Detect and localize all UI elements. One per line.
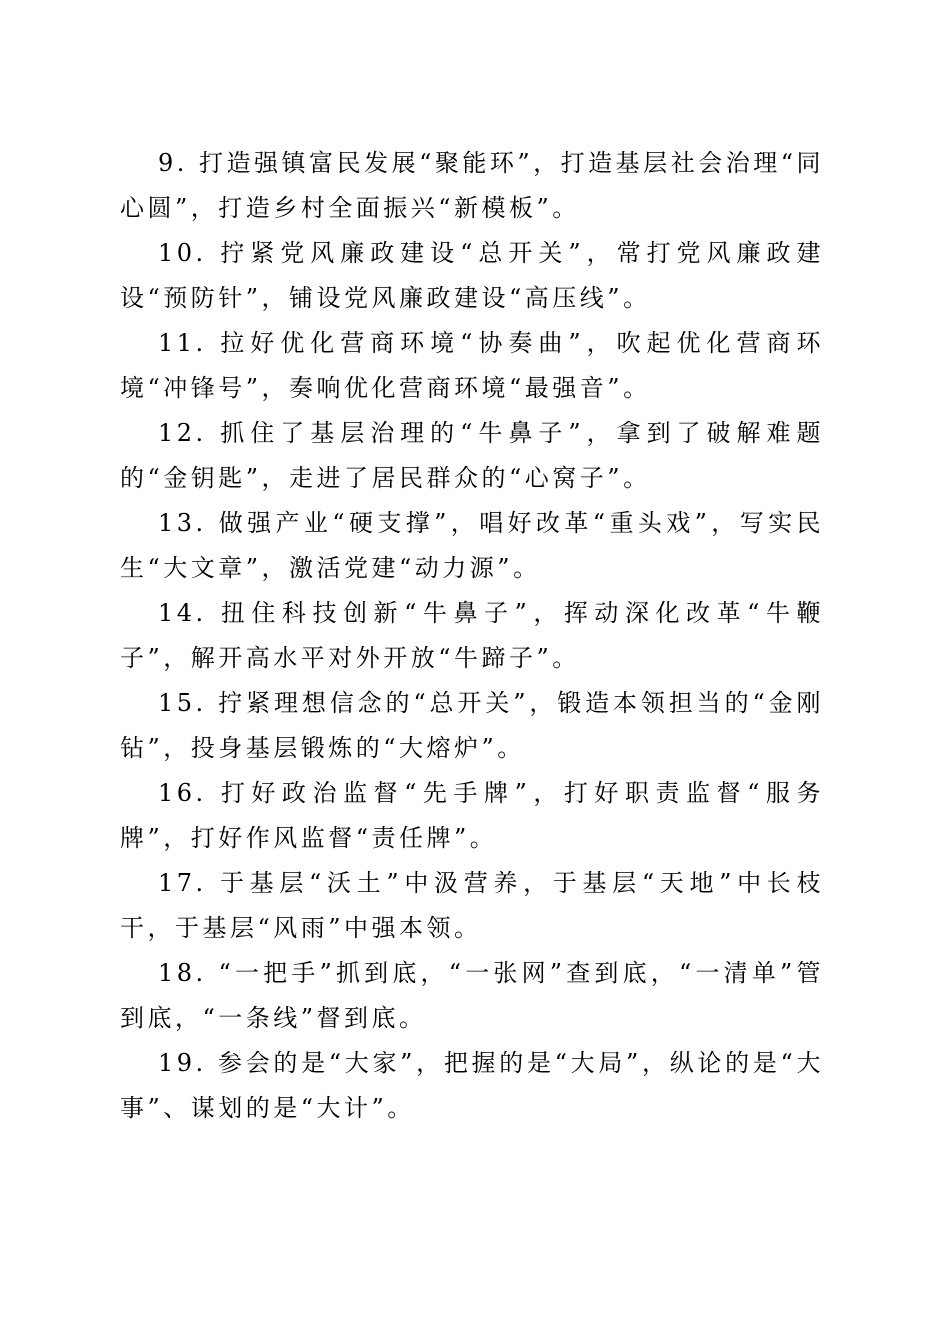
paragraph-item-11: 11. 拉好优化营商环境“协奏曲”，吹起优化营商环境“冲锋号”，奏响优化营商环境“最强音”。 [120, 329, 824, 402]
paragraph-item-18: 18. “一把手”抓到底，“一张网”查到底，“一清单”管到底，“一条线”督到底。 [120, 959, 824, 1032]
paragraph-item-10: 10. 拧紧党风廉政建设“总开关”，常打党风廉政建设“预防针”，铺设党风廉政建设“高压线”。 [120, 239, 824, 312]
paragraph-item-17: 17. 于基层“沃土”中汲营养，于基层“天地”中长枝干，于基层“风雨”中强本领。 [120, 869, 824, 942]
paragraph-item-15: 15. 拧紧理想信念的“总开关”，锻造本领担当的“金刚钻”，投身基层锻炼的“大熔炉”。 [120, 689, 824, 762]
paragraph-item-13: 13. 做强产业“硬支撑”，唱好改革“重头戏”，写实民生“大文章”，激活党建“动力源”。 [120, 509, 824, 582]
paragraph-item-16: 16. 打好政治监督“先手牌”，打好职责监督“服务牌”，打好作风监督“责任牌”。 [120, 779, 824, 852]
paragraph-item-9: 9. 打造强镇富民发展“聚能环”，打造基层社会治理“同心圆”，打造乡村全面振兴“新模板”。 [120, 149, 824, 222]
document-body [120, 141, 824, 1131]
paragraph-item-12: 12. 抓住了基层治理的“牛鼻子”，拿到了破解难题的“金钥匙”，走进了居民群众的“心窝子”。 [120, 419, 824, 492]
paragraph-item-14: 14. 扭住科技创新“牛鼻子”，挥动深化改革“牛鞭子”，解开高水平对外开放“牛蹄子”。 [120, 599, 824, 672]
paragraph-item-19: 19. 参会的是“大家”，把握的是“大局”，纵论的是“大事”、谋划的是“大计”。 [120, 1049, 824, 1122]
